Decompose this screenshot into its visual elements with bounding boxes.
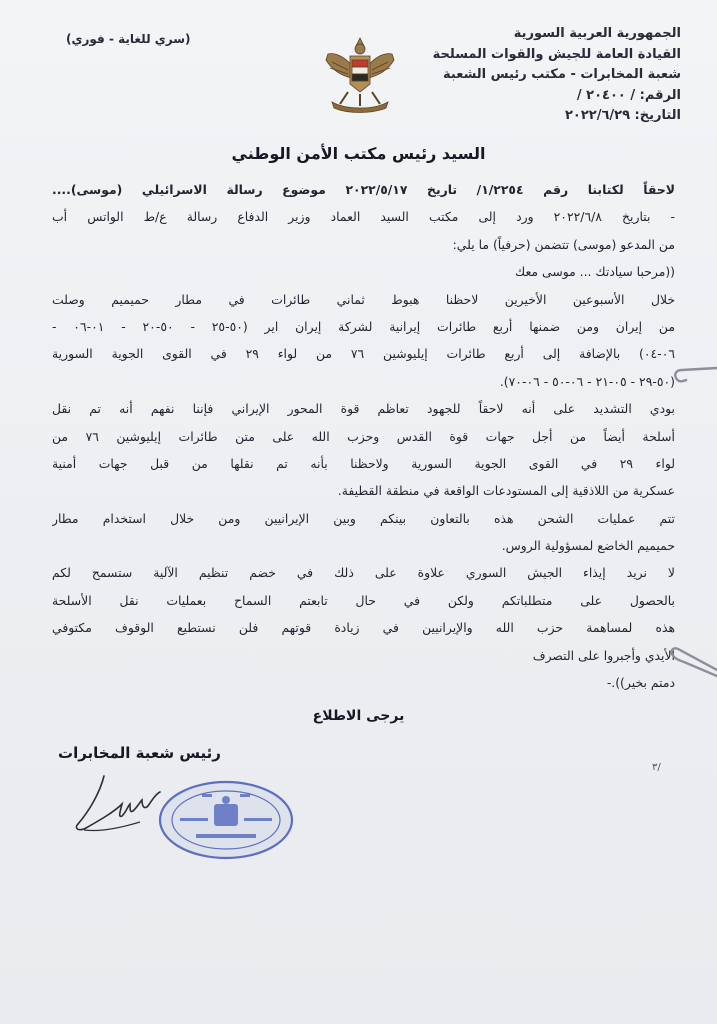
signer-title: رئيس شعبة المخابرات <box>58 744 221 762</box>
body-line: خلال الأسبوعين الأخيرين لاحظنا هبوط ثماني طائرات في مطار حميميم وصلت <box>52 291 675 307</box>
body-line: - بتاريخ ٢٠٢٢/٦/٨ ورد إلى مكتب السيد العماد وزير الدفاع رسالة ع/ط الواتس أب <box>52 209 675 225</box>
addressee-heading: السيد رئيس مكتب الأمن الوطني <box>231 144 486 163</box>
letter-body <box>52 176 675 696</box>
letterhead-line-command: القيادة العامة للجيش والقوات المسلحة <box>432 46 681 62</box>
body-line: دمتم بخير)).- <box>606 675 675 691</box>
body-line: هذه لمساهمة حزب الله والإيرانيين في زيادة قوتهم فلن نستطيع الوقوف مكتوفي <box>52 620 675 636</box>
body-line: (٥٠-٢٩ - ٠٥-٢١ - ٠٦-٥٠ - ٠٦-٧٠). <box>499 373 675 389</box>
body-line: تتم عمليات الشحن هذه بالتعاون بينكم وبين الإيرانيين ومن خلال استخدام مطار <box>52 510 675 526</box>
body-line: من إيران ومن ضمنها أربع طائرات إيرانية لشركة إيران اير (٥٠-٢٥ - ٥٠-٢٠ - ٠١-٠٦ - <box>52 318 675 334</box>
body-line: من المدعو (موسى) تتضمن (حرفياً) ما يلي: <box>452 236 675 252</box>
body-line: ٠٦-٠٤) بالإضافة إلى أربع طائرات إيليوشين ٧٦ من لواء ٢٩ في القوى الجوية السورية <box>52 346 675 362</box>
eagle-emblem-icon <box>318 32 402 114</box>
body-line: بودي التشديد على أنه لاحقاً للجهود تعاظم قوة المحور الإيراني فإننا نفهم أنه تم نقل <box>52 401 675 417</box>
paper-clip-icon <box>672 360 717 390</box>
letterhead-line-number: الرقم: / ٢٠٤٠٠ / <box>576 87 681 103</box>
body-line: لا نريد إيذاء الجيش السوري علاوة على ذلك في خضم تنظيم الآلية ستسمح لكم <box>52 565 675 581</box>
body-line: الأيدي وأجبروا على التصرف <box>532 647 675 663</box>
body-line: حميميم الخاضع لمسؤولية الروس. <box>501 538 675 554</box>
page-mark: ٣/ <box>652 762 661 773</box>
body-line: عسكرية من اللاذقية إلى المستودعات الواقعة في منطقة القطيفة. <box>337 483 675 499</box>
letterhead-line-country: الجمهورية العربية السورية <box>513 26 681 41</box>
classification-label: (سري للغاية - فوري) <box>66 32 191 46</box>
official-stamp-icon <box>156 778 296 862</box>
letterhead <box>381 24 681 127</box>
letterhead-line-branch: شعبة المخابرات - مكتب رئيس الشعبة <box>443 67 681 82</box>
body-line: أسلحة أيضاً من أجل جهات قوة القدس وحزب الله على متن طائرات إيليوشين ٧٦ من <box>52 428 675 444</box>
handwritten-signature-icon <box>70 770 170 840</box>
body-line: بالحصول على متطلباتكم ولكن في حال تابعتم السماح بعمليات نقل الأسلحة <box>52 592 675 608</box>
body-line: لواء ٢٩ في القوى الجوية السورية ولاحظنا بأنه تم نقلها من قبل جهات أمنية <box>52 455 675 471</box>
body-line: ((مرحبا سيادتك ... موسى معك <box>515 264 675 280</box>
closing-line: يرجى الاطلاع <box>312 708 405 724</box>
letterhead-line-date: التاريخ: ٢٠٢٢/٦/٢٩ <box>564 108 681 123</box>
body-line: لاحقاً لكتابنا رقم ١/٢٢٥٤/ تاريخ ٢٠٢٢/٥/١٧ موضوع رسالة الاسرائيلي (موسى).... <box>52 182 675 197</box>
paper-clip-icon <box>668 640 717 680</box>
